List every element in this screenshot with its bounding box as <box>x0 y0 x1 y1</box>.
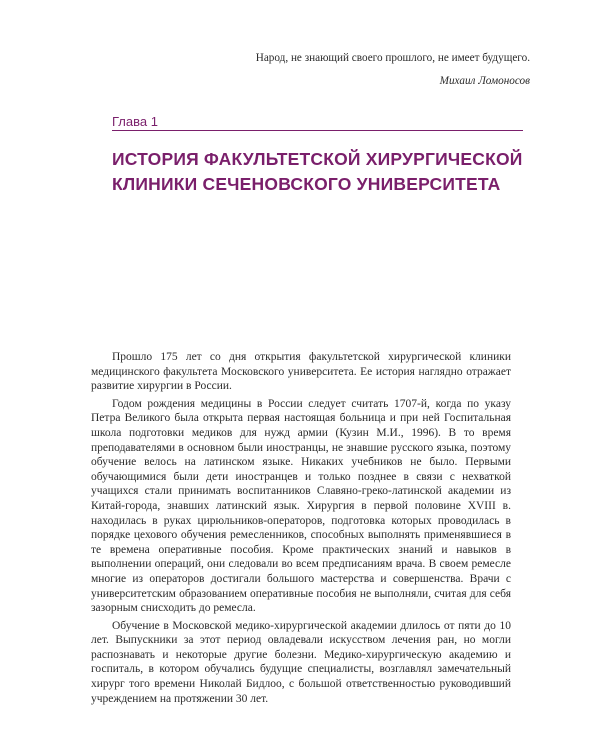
paragraph: Годом рождения медицины в России следует считать 1707-й, когда по указу Петра Великого была открыта первая настоящая больница и при ней Госпитальная школа подготовки медиков для нужд армии (Кузин М.И., 1996). В то время преподавателями в основном были иностранцы, не знавшие русского языка, поэтому обучение велось на латинском языке. Никаких учебников не было. Первыми обучающимися были дети иностранцев и только позднее в связи с нехваткой учащихся стали принимать воспитанников Славяно-греко-латинской академии из Китай-города, знавших латинский язык. Хирургия в первой половине XVIII в. находилась в руках цирюльников-операторов, подготовка которых проводилась в порядке цехового обучения ремесленников, способных выполнять применявшиеся в те времена оперативные пособия. Кроме практических знаний и навыков в выполнении операций, они следовали во всем предписаниям врача. В своем ремесле многие из операторов достигали большого мастерства и совершенства. Врачи с университетским образованием оперативные пособия не выполняли, считая для себя зазорным снисходить до ремесла. <box>91 397 511 615</box>
paragraph: Обучение в Московской медико-хирургической академии длилось от пяти до 10 лет. Выпускники за этот период овладевали искусством лечения ран, но могли распознавать и некоторые другие болезни. Медико-хирургическую академию и госпиталь, в котором обучались будущие специалисты, возглавлял замечательный хирург того времени Николай Бидлоо, с большой ответственностью руководивший учреждением на протяжении 30 лет. <box>91 619 511 705</box>
chapter-title-line: КЛИНИКИ СЕЧЕНОВСКОГО УНИВЕРСИТЕТА <box>112 174 501 194</box>
epigraph-quote: Народ, не знающий своего прошлого, не имеет будущего. <box>255 52 530 64</box>
chapter-divider <box>112 130 523 131</box>
chapter-title <box>112 147 542 197</box>
chapter-label: Глава 1 <box>112 114 158 129</box>
chapter-title-line: ИСТОРИЯ ФАКУЛЬТЕТСКОЙ ХИРУРГИЧЕСКОЙ <box>112 149 523 169</box>
epigraph-author: Михаил Ломоносов <box>439 75 530 87</box>
body-text <box>91 350 511 709</box>
epigraph <box>170 50 530 89</box>
paragraph: Прошло 175 лет со дня открытия факультетской хирургической клиники медицинского факультета Московского университета. Ее история наглядно отражает развитие хирургии в России. <box>91 351 511 393</box>
